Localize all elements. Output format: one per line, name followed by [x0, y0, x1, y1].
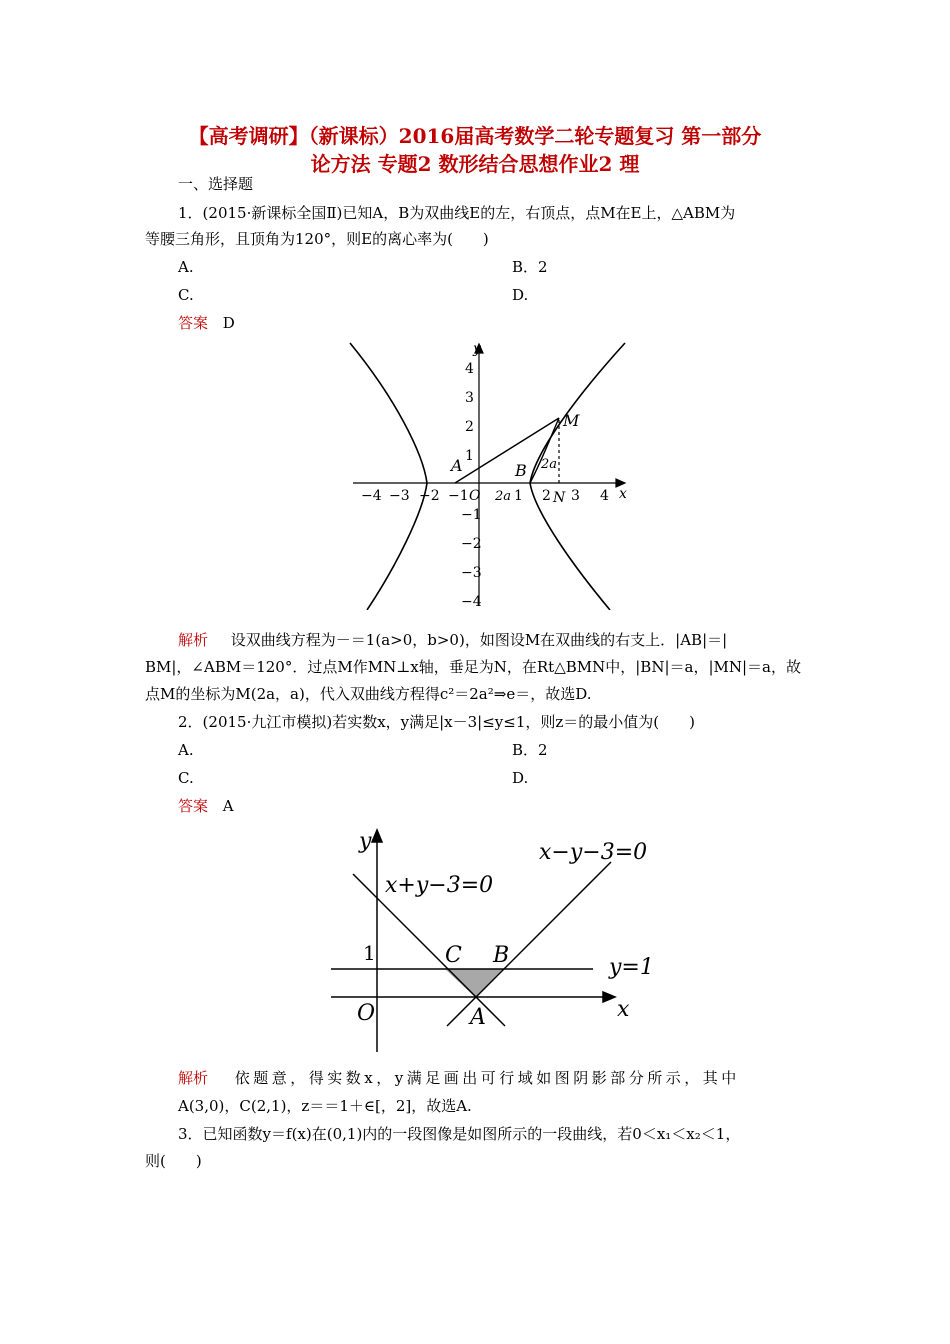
- fig1-x-label: x: [619, 486, 627, 502]
- hyperbola-figure: [345, 338, 645, 610]
- label-x-plus-y-minus-3: x+y−3=0: [385, 873, 494, 898]
- q2-option-b: B．2: [512, 741, 548, 759]
- q1-analysis-line3: 点M的坐标为M(2a，a)，代入双曲线方程得c²＝2a²⇒e＝，故选D.: [145, 685, 592, 703]
- origin-label: O: [469, 488, 481, 504]
- q1-option-b: B．2: [512, 258, 548, 276]
- q1-analysis-text1: 设双曲线方程为－＝1(a>0，b>0)，如图设M在双曲线的右支上．|AB|＝|: [230, 631, 728, 649]
- y-tick-3: 3: [465, 390, 474, 406]
- y-tick-1: 1: [363, 941, 376, 965]
- y-tick-1: 1: [465, 448, 474, 464]
- x-tick-neg4: −4: [361, 488, 382, 504]
- x-tick-2: 2: [542, 488, 551, 504]
- q2-option-d: D.: [512, 769, 529, 787]
- fig2-x-label: x: [617, 997, 630, 1022]
- section-heading: 一、选择题: [178, 175, 254, 193]
- x-tick-2a: 2a: [495, 489, 512, 504]
- point-a-label: A: [470, 1005, 486, 1030]
- point-b-label: B: [493, 943, 510, 968]
- q1-option-c: C.: [178, 286, 194, 304]
- point-c-label: C: [445, 943, 462, 968]
- q1-analysis-label: 解析: [178, 631, 209, 649]
- hyperbola-right-branch: [530, 343, 625, 610]
- q1-answer-label: 答案: [178, 314, 209, 332]
- q2-analysis-label: 解析: [178, 1069, 209, 1087]
- x-tick-4: 4: [600, 488, 609, 504]
- x-tick-neg2: −2: [419, 488, 440, 504]
- q2-analysis-text1: 依题意，得实数x，y满足画出可行域如图阴影部分所示，其中: [234, 1069, 740, 1087]
- fig2-origin-label: O: [357, 1001, 376, 1026]
- q2-stem: 2．(2015·九江市模拟)若实数x，y满足|x－3|≤y≤1，则z＝的最小值为( ): [178, 713, 695, 731]
- q1-answer: [178, 313, 235, 333]
- q3-stem-line2: 则( ): [145, 1152, 202, 1170]
- q2-analysis-line2: A(3,0)，C(2,1)，z＝＝1＋∈[，2]，故选A.: [178, 1097, 472, 1115]
- y-tick-4: 4: [465, 361, 474, 377]
- hyperbola-left-branch: [350, 343, 427, 610]
- q2-answer-value: A: [222, 797, 234, 815]
- x-tick-1: 1: [514, 488, 523, 504]
- shaded-region: [445, 969, 503, 997]
- point-b-label: B: [515, 461, 527, 480]
- feasible-region-figure: [325, 826, 675, 1054]
- q1-analysis-line1: [178, 630, 727, 650]
- q2-option-a: A.: [178, 741, 194, 759]
- q1-option-d: D.: [512, 286, 529, 304]
- q2-option-c: C.: [178, 769, 194, 787]
- q1-answer-value: D: [222, 314, 235, 332]
- x-tick-3: 3: [571, 488, 580, 504]
- q2-answer: [178, 796, 234, 816]
- y-axis-arrow: [372, 830, 382, 842]
- fig2-y-label: y: [359, 829, 372, 854]
- y-tick-neg1: −1: [461, 507, 482, 523]
- y-tick-neg3: −3: [461, 565, 482, 581]
- point-a-label: A: [451, 456, 463, 475]
- label-x-minus-y-minus-3: x−y−3=0: [539, 840, 648, 865]
- point-m-label: M: [563, 411, 580, 430]
- x-tick-neg3: −3: [389, 488, 410, 504]
- y-tick-neg4: −4: [461, 594, 482, 610]
- q1-option-a: A.: [178, 258, 194, 276]
- x-tick-neg1: −1: [448, 488, 469, 504]
- label-y-equals-1: y=1: [609, 955, 654, 980]
- doc-title-line1: 【高考调研】（新课标）2016届高考数学二轮专题复习 第一部分: [188, 124, 762, 148]
- x-axis-arrow: [603, 992, 615, 1002]
- q1-stem-line1: 1．(2015·新课标全国Ⅱ)已知A，B为双曲线E的左，右顶点，点M在E上，△ABM为: [178, 204, 736, 222]
- q3-stem-line1: 3．已知函数y＝f(x)在(0,1)内的一段图像是如图所示的一段曲线，若0＜x₁＜x₂＜1，: [178, 1125, 741, 1143]
- q2-analysis-line1: [178, 1068, 740, 1088]
- q1-analysis-line2: BM|，∠ABM＝120°．过点M作MN⊥x轴，垂足为N，在Rt△BMN中，|BN|＝a，|MN|＝a，故: [145, 658, 801, 676]
- segment-2a-label: 2a: [541, 457, 558, 472]
- q1-stem-line2: 等腰三角形，且顶角为120°，则E的离心率为( ): [145, 230, 489, 248]
- q2-answer-label: 答案: [178, 797, 209, 815]
- x-tick-n: N: [553, 490, 566, 506]
- fig1-y-label: y: [473, 341, 481, 357]
- doc-title-line2: 论方法 专题2 数形结合思想作业2 理: [310, 152, 640, 176]
- y-tick-2: 2: [465, 419, 474, 435]
- y-tick-neg2: −2: [461, 536, 482, 552]
